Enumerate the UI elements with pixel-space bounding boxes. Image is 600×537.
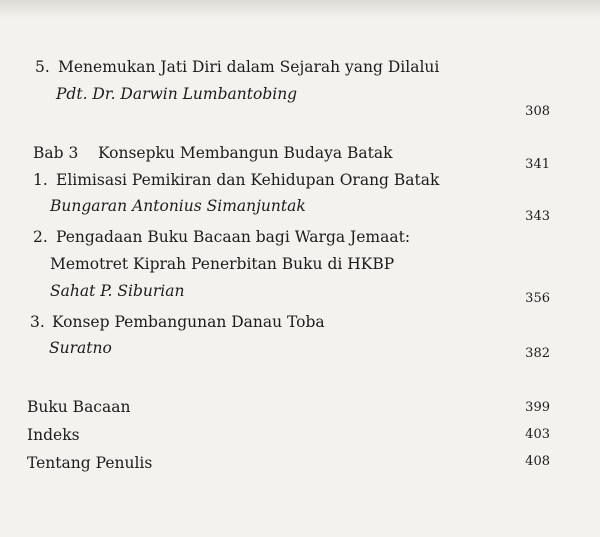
toc-item-author: Sahat P. Siburian: [50, 282, 185, 300]
toc-page-number: 403: [525, 427, 550, 442]
chapter-label: Bab 3: [33, 144, 79, 162]
toc-item-number: 3.: [30, 313, 45, 331]
toc-page-number: 399: [525, 400, 550, 415]
toc-item-title[interactable]: Elimisasi Pemikiran dan Kehidupan Orang Batak: [56, 171, 440, 189]
toc-page-number: 343: [525, 209, 550, 224]
toc-item-title[interactable]: Menemukan Jati Diri dalam Sejarah yang Dilalui: [58, 58, 440, 76]
toc-page-number: 382: [525, 346, 550, 361]
toc-page-number: 308: [525, 104, 550, 119]
toc-page-number: 356: [525, 291, 550, 306]
toc-item-number: 5.: [35, 58, 50, 76]
toc-item-number: 2.: [33, 228, 48, 246]
page-edge-shadow: [0, 0, 600, 18]
toc-item-author: Bungaran Antonius Simanjuntak: [50, 197, 306, 215]
toc-item-title[interactable]: Konsep Pembangunan Danau Toba: [52, 313, 325, 331]
back-matter-title[interactable]: Indeks: [27, 426, 80, 444]
toc-item-number: 1.: [33, 171, 48, 189]
toc-item-author: Suratno: [49, 339, 112, 357]
toc-item-author: Pdt. Dr. Darwin Lumbantobing: [56, 85, 298, 103]
toc-item-title-line1[interactable]: Pengadaan Buku Bacaan bagi Warga Jemaat:: [56, 228, 411, 246]
back-matter-title[interactable]: Buku Bacaan: [27, 398, 131, 416]
back-matter-title[interactable]: Tentang Penulis: [27, 454, 153, 472]
toc-page-number: 341: [525, 157, 550, 172]
toc-page-number: 408: [525, 454, 550, 469]
chapter-title[interactable]: Konsepku Membangun Budaya Batak: [98, 144, 393, 162]
toc-item-title-line2[interactable]: Memotret Kiprah Penerbitan Buku di HKBP: [50, 255, 395, 273]
